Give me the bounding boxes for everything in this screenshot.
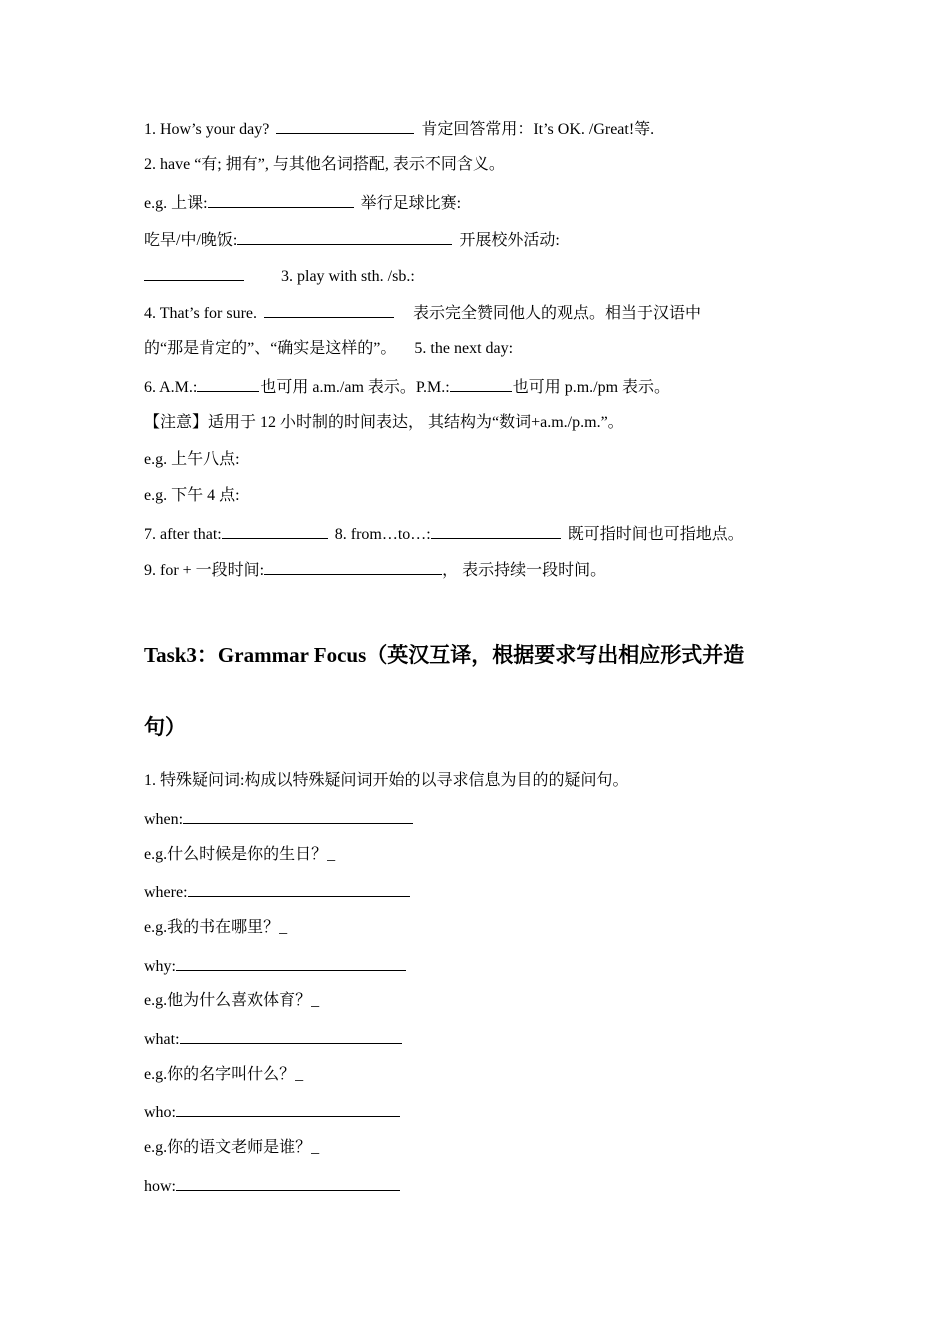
wh-word-line bbox=[144, 1028, 405, 1050]
note-line-1 bbox=[144, 118, 654, 140]
answer-blank[interactable] bbox=[176, 1175, 400, 1191]
prompt-text: 吃早/中/晚饭: bbox=[144, 232, 238, 249]
prompt-text: e.g. 下午 4 点: bbox=[144, 487, 240, 504]
prompt-text: 4. That’s for sure. bbox=[144, 305, 258, 322]
prompt-text: 6. A.M.: bbox=[144, 379, 198, 396]
note-line-10 bbox=[144, 450, 240, 470]
answer-blank[interactable] bbox=[176, 1101, 400, 1117]
wh-word: what: bbox=[144, 1031, 180, 1048]
prompt-text: 举行足球比赛: bbox=[360, 195, 462, 212]
note-line-12 bbox=[144, 523, 744, 545]
wh-word-line bbox=[144, 955, 409, 977]
answer-blank[interactable] bbox=[208, 192, 354, 208]
prompt-text: 3. play with sth. /sb.: bbox=[281, 268, 415, 285]
answer-blank[interactable] bbox=[264, 302, 394, 318]
wh-word: how: bbox=[144, 1178, 176, 1195]
task3-heading: Task3：Grammar Focus（英汉互译，根据要求写出相应形式并造 bbox=[144, 643, 745, 667]
wh-word-line bbox=[144, 881, 413, 903]
answer-blank[interactable] bbox=[431, 523, 561, 539]
wh-word: why: bbox=[144, 958, 176, 975]
example-line: e.g.你的语文老师是谁？_ bbox=[144, 1139, 320, 1156]
wh-word-line bbox=[144, 808, 416, 830]
answer-blank[interactable] bbox=[450, 376, 512, 392]
answer-blank[interactable] bbox=[264, 559, 442, 575]
question-text: 1. How’s your day? bbox=[144, 121, 270, 138]
answer-blank[interactable] bbox=[176, 955, 406, 971]
example-line: e.g.什么时候是你的生日？_ bbox=[144, 846, 336, 863]
example-line: e.g.他为什么喜欢体育？_ bbox=[144, 992, 320, 1009]
note-text: 的“那是肯定的”、“确实是这样的”。 bbox=[144, 340, 397, 357]
note-line-6 bbox=[144, 302, 701, 324]
note-line-2 bbox=[144, 155, 505, 175]
note-text: ， 表示持续一段时间。 bbox=[442, 562, 607, 579]
note-text: 也可用 p.m./pm 表示。 bbox=[512, 379, 671, 396]
note-text: 肯定回答常用：It’s OK. /Great!等. bbox=[421, 121, 655, 138]
note-text: 也可用 a.m./am 表示。P.M.: bbox=[260, 379, 450, 396]
answer-blank[interactable] bbox=[197, 376, 259, 392]
note-line-8 bbox=[144, 376, 670, 398]
example-line: e.g.我的书在哪里？_ bbox=[144, 919, 288, 936]
note-line-7 bbox=[144, 339, 513, 359]
note-line-4 bbox=[144, 229, 560, 251]
note-line-5 bbox=[144, 265, 415, 287]
prompt-text: 8. from…to…: bbox=[334, 526, 431, 543]
prompt-text: 开展校外活动: bbox=[459, 232, 560, 249]
answer-blank[interactable] bbox=[276, 118, 414, 134]
task3-heading-continued: 句） bbox=[144, 715, 186, 739]
note-line-13 bbox=[144, 559, 606, 581]
answer-blank[interactable] bbox=[183, 808, 413, 824]
note-text: 2. have “有; 拥有”, 与其他名词搭配, 表示不同含义。 bbox=[144, 156, 505, 173]
example-line: e.g.你的名字叫什么？_ bbox=[144, 1066, 304, 1083]
note-text: 既可指时间也可指地点。 bbox=[567, 526, 744, 543]
prompt-text: e.g. 上午八点: bbox=[144, 451, 240, 468]
note-line-11 bbox=[144, 486, 240, 506]
note-text: 表示完全赞同他人的观点。相当于汉语中 bbox=[413, 305, 702, 322]
prompt-text: 5. the next day: bbox=[414, 340, 514, 357]
wh-word: when: bbox=[144, 811, 184, 828]
wh-word-line bbox=[144, 1101, 403, 1123]
answer-blank[interactable] bbox=[237, 229, 452, 245]
prompt-text: 7. after that: bbox=[144, 526, 222, 543]
answer-blank[interactable] bbox=[188, 881, 410, 897]
answer-blank[interactable] bbox=[144, 265, 244, 281]
note-line-9 bbox=[144, 413, 624, 433]
wh-word-line bbox=[144, 1175, 403, 1197]
task3-intro: 1. 特殊疑问词:构成以特殊疑问词开始的以寻求信息为目的的疑问句。 bbox=[144, 772, 629, 789]
note-text: 【注意】适用于 12 小时制的时间表达， 其结构为“数词+a.m./p.m.”。 bbox=[144, 414, 624, 431]
wh-word: who: bbox=[144, 1104, 176, 1121]
prompt-text: e.g. 上课: bbox=[144, 195, 208, 212]
answer-blank[interactable] bbox=[222, 523, 328, 539]
prompt-text: 9. for + 一段时间: bbox=[144, 562, 265, 579]
wh-word: where: bbox=[144, 884, 188, 901]
note-line-3 bbox=[144, 192, 461, 214]
answer-blank[interactable] bbox=[180, 1028, 402, 1044]
